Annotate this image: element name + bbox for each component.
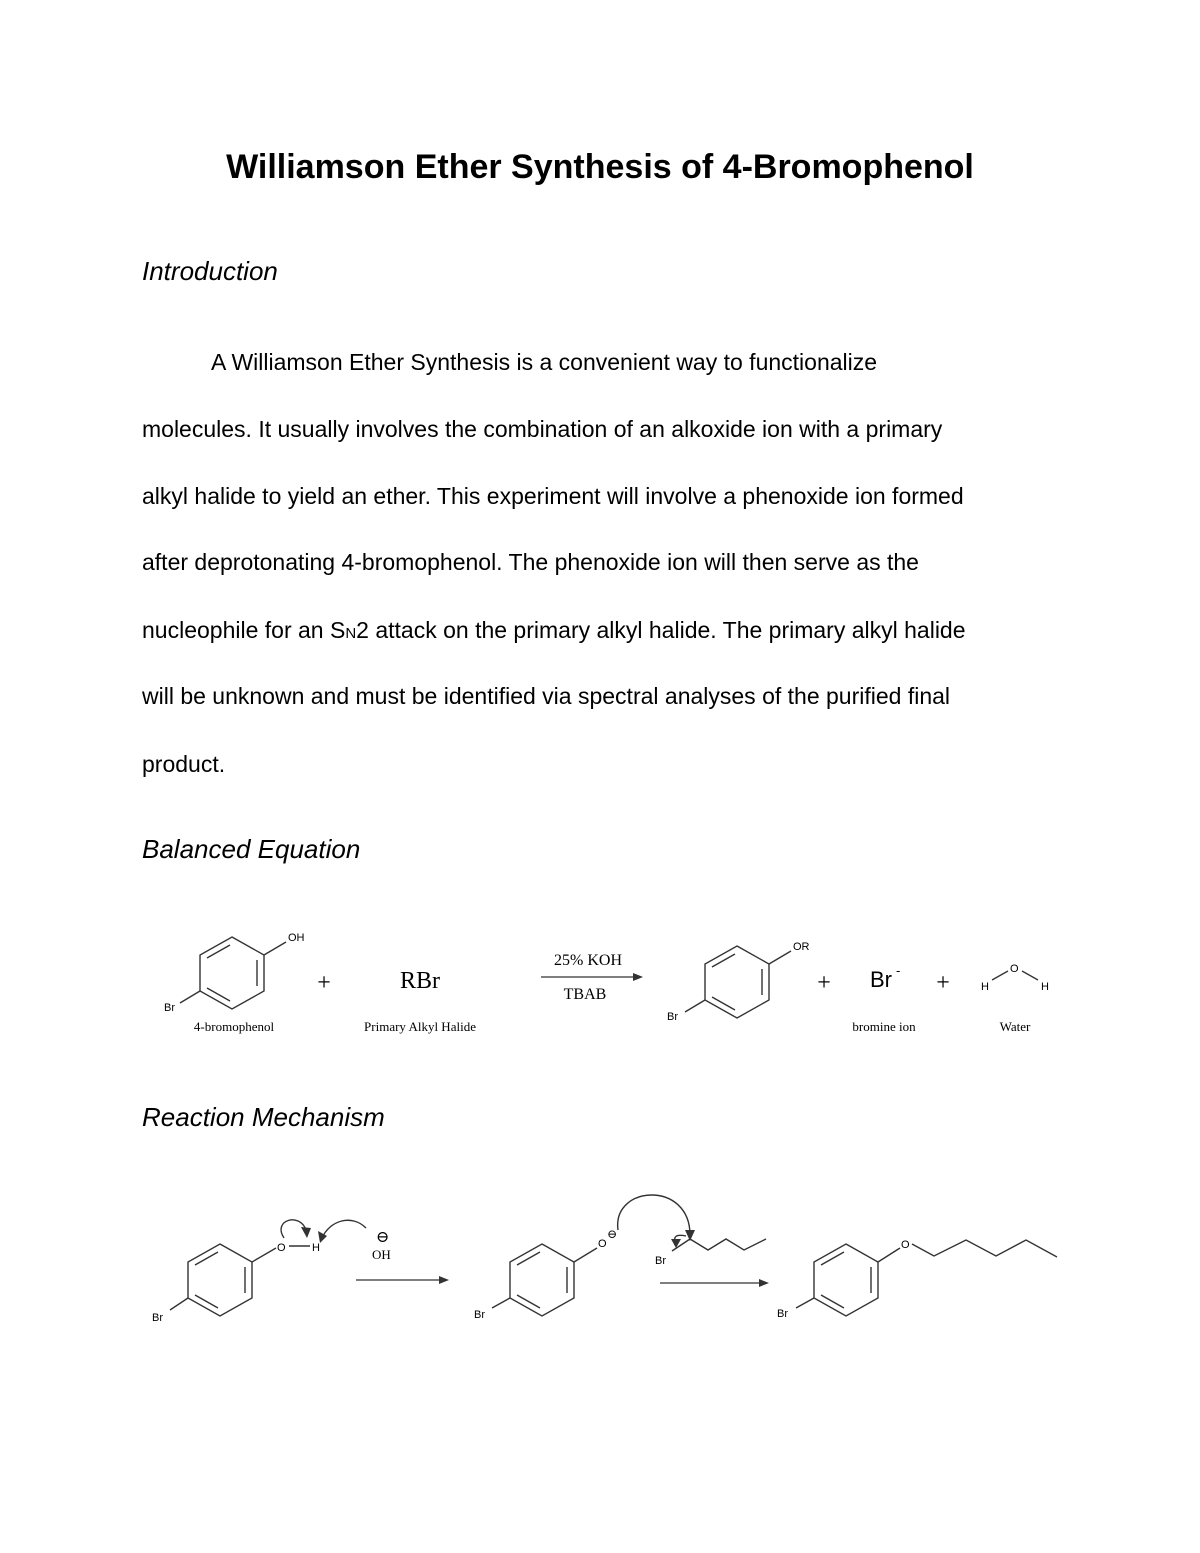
- paragraph-line-sn2: [142, 617, 966, 644]
- br-label: Br: [777, 1308, 788, 1320]
- paragraph-line: after deprotonating 4-bromophenol. The phenoxide ion will then serve as the: [142, 549, 919, 575]
- alkyl-br-label: Br: [655, 1255, 666, 1267]
- hydroxide-label: OH: [372, 1247, 391, 1262]
- bromine-ion-label: bromine ion: [852, 1019, 916, 1034]
- tbab-condition: TBAB: [563, 986, 607, 1003]
- balanced-equation-heading: Balanced Equation: [142, 834, 361, 864]
- arrowhead-icon: [301, 1227, 311, 1238]
- oh-label: OH: [288, 932, 305, 944]
- mechanism-arrow: [660, 1279, 769, 1287]
- bromophenol-label: 4-bromophenol: [193, 1019, 275, 1034]
- mechanism-arrow: [356, 1276, 449, 1284]
- br-label: Br: [474, 1309, 485, 1321]
- water-h-label: H: [981, 981, 989, 993]
- reaction-mechanism-heading: Reaction Mechanism: [142, 1102, 385, 1132]
- bromophenol-structure: [180, 937, 286, 1009]
- bromide-formula: Br: [870, 967, 892, 992]
- or-label: OR: [793, 941, 810, 953]
- sn2-text-after: 2 attack on the primary alkyl halide. The primary alkyl halide: [356, 617, 966, 643]
- br-label: Br: [667, 1011, 678, 1023]
- reaction-arrow: [541, 973, 643, 981]
- arrowhead-icon: [685, 1230, 695, 1241]
- sn2-text-before: nucleophile for an S: [142, 617, 346, 643]
- water-h-label: H: [1041, 981, 1049, 993]
- water-label: Water: [999, 1019, 1031, 1034]
- rbr-formula: RBr: [399, 968, 441, 994]
- hydrogen-label: H: [312, 1242, 320, 1254]
- oxygen-label: O: [598, 1238, 607, 1250]
- br-label: Br: [152, 1312, 163, 1324]
- ether-product-structure: [685, 946, 791, 1018]
- mechanism-product-structure: [796, 1240, 1057, 1316]
- water-o-label: O: [1010, 963, 1019, 975]
- sn2-subscript: N: [345, 625, 357, 642]
- introduction-heading: Introduction: [142, 256, 278, 286]
- paragraph-line: alkyl halide to yield an ether. This experiment will involve a phenoxide ion formed: [142, 483, 964, 509]
- plus-sign: +: [936, 970, 950, 996]
- koh-condition: 25% KOH: [554, 952, 622, 969]
- paragraph-line: molecules. It usually involves the combination of an alkoxide ion with a primary: [142, 416, 943, 442]
- balanced-equation-figure: [0, 915, 1200, 1055]
- oxygen-label: O: [901, 1239, 910, 1251]
- alkyl-halide-label: Primary Alkyl Halide: [364, 1019, 476, 1034]
- reaction-mechanism-figure: [0, 1180, 1200, 1340]
- paragraph-line: will be unknown and must be identified via spectral analyses of the purified final: [142, 683, 951, 709]
- negative-charge-icon: ⊖: [376, 1229, 390, 1246]
- bromide-charge: -: [896, 963, 901, 978]
- plus-sign: +: [817, 970, 831, 996]
- paragraph-line: A Williamson Ether Synthesis is a convenient way to functionalize: [211, 349, 878, 375]
- oxygen-label: O: [277, 1242, 286, 1254]
- document-title: Williamson Ether Synthesis of 4-Bromophenol: [226, 148, 974, 186]
- negative-charge-icon: ⊖: [607, 1227, 618, 1241]
- paragraph-line: product.: [142, 751, 226, 777]
- mechanism-step1-structure: [170, 1220, 366, 1316]
- br-label: Br: [164, 1002, 175, 1014]
- plus-sign: +: [317, 970, 331, 996]
- mechanism-step2-structure: [492, 1195, 766, 1316]
